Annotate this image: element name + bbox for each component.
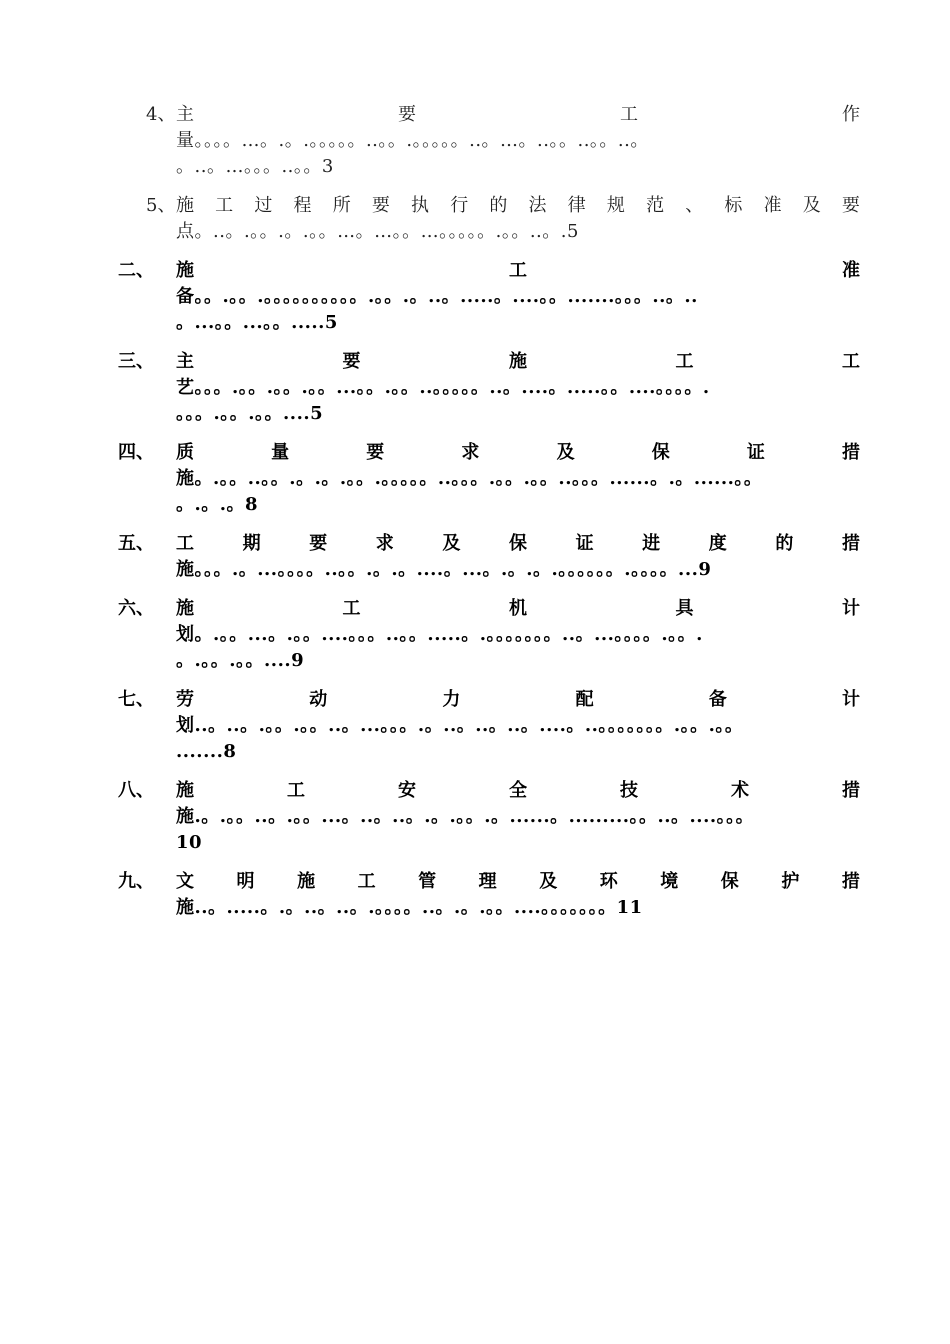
title-char: 所 bbox=[332, 195, 351, 216]
title-char: 质 bbox=[176, 442, 194, 463]
title-char: 管 bbox=[418, 871, 437, 892]
toc-entry-title bbox=[176, 531, 860, 557]
toc-entry-leader: 备。。.。。.。。。。。。。。。。.。。.。..。.....。....。。.......。。。..。.. bbox=[176, 286, 698, 307]
title-char: 范 bbox=[646, 195, 665, 216]
title-char: 文 bbox=[176, 871, 194, 892]
title-char: 力 bbox=[442, 689, 461, 710]
toc-entry-title bbox=[176, 440, 860, 466]
title-char: 进 bbox=[642, 533, 661, 554]
title-char: 配 bbox=[575, 689, 594, 710]
title-char: 保 bbox=[651, 442, 670, 463]
title-char: 安 bbox=[398, 780, 416, 801]
title-char: 保 bbox=[508, 533, 527, 554]
toc-entry-leader: 艺。。。.。。.。。.。。...。。.。。..。。。。。..。....。.....。。....。。。。. bbox=[176, 377, 710, 398]
toc-entry-number: 四、 bbox=[118, 442, 154, 463]
title-char: 机 bbox=[509, 598, 527, 619]
title-char: 工 bbox=[509, 260, 527, 281]
title-char: 环 bbox=[599, 871, 618, 892]
title-char: 理 bbox=[478, 871, 497, 892]
title-char: 动 bbox=[309, 689, 328, 710]
title-char: 技 bbox=[620, 780, 638, 801]
toc-entry-number: 七、 bbox=[118, 689, 154, 710]
title-char: 保 bbox=[720, 871, 739, 892]
title-char: 要 bbox=[366, 442, 385, 463]
toc-entry-number: 5、 bbox=[146, 195, 176, 216]
title-char: 法 bbox=[528, 195, 547, 216]
toc-entry-number: 九、 bbox=[118, 871, 154, 892]
title-char: 程 bbox=[293, 195, 312, 216]
title-char: 措 bbox=[842, 780, 860, 801]
title-char: 工 bbox=[357, 871, 376, 892]
title-char: 境 bbox=[660, 871, 679, 892]
title-char: 要 bbox=[342, 351, 361, 372]
toc-entry-leader: 施..。.....。.。..。..。.。。。。..。.。.。。....。。。。。。。11 bbox=[176, 897, 643, 918]
title-char: 具 bbox=[675, 598, 694, 619]
title-char: 准 bbox=[763, 195, 782, 216]
toc-entry-leader: 施.。.。。..。.。。...。..。..。.。.。。.。......。.........。。..。....。。。 bbox=[176, 806, 755, 827]
title-char: 行 bbox=[450, 195, 469, 216]
title-char: 求 bbox=[461, 442, 480, 463]
toc-entry-title bbox=[176, 349, 860, 375]
title-char: 及 bbox=[802, 195, 821, 216]
title-char: 劳 bbox=[176, 689, 194, 710]
title-char: 的 bbox=[489, 195, 508, 216]
toc-entry-number: 五、 bbox=[118, 533, 154, 554]
title-char: 措 bbox=[841, 442, 860, 463]
title-char: 及 bbox=[556, 442, 575, 463]
toc-entry-leader: 量。。。。…。.。.。。。。。..。。.。。。。。..。…。..。。..。。..。 bbox=[176, 130, 649, 151]
toc-entry-title bbox=[176, 193, 860, 219]
title-char: 及 bbox=[442, 533, 461, 554]
title-char: 证 bbox=[575, 533, 594, 554]
title-char: 要 bbox=[371, 195, 390, 216]
toc-entry-number: 4、 bbox=[146, 104, 176, 125]
toc-entry-page: .......8 bbox=[176, 741, 237, 762]
toc-entry-number: 六、 bbox=[118, 598, 154, 619]
title-char: 的 bbox=[775, 533, 794, 554]
toc-entry-leader: 施。。。.。...。。。。..。。.。.。....。...。.。.。.。。。。。。.。。。。...9 bbox=[176, 559, 712, 580]
title-char: 措 bbox=[841, 533, 860, 554]
title-char: 全 bbox=[509, 780, 527, 801]
title-char: 求 bbox=[375, 533, 394, 554]
title-char: 度 bbox=[708, 533, 727, 554]
title-char: 施 bbox=[176, 780, 194, 801]
title-char: 律 bbox=[567, 195, 586, 216]
title-char: 施 bbox=[176, 598, 194, 619]
title-char: 及 bbox=[539, 871, 558, 892]
toc-entry-title bbox=[176, 596, 860, 622]
toc-entry-page: 。...。。...。。.....5 bbox=[176, 312, 338, 333]
title-char: 过 bbox=[254, 195, 273, 216]
toc-entry-title bbox=[176, 102, 860, 128]
title-char: 期 bbox=[242, 533, 261, 554]
title-char: 明 bbox=[236, 871, 255, 892]
title-char: 施 bbox=[176, 260, 194, 281]
title-char: 护 bbox=[781, 871, 800, 892]
title-char: 工 bbox=[215, 195, 234, 216]
title-char: 计 bbox=[841, 689, 860, 710]
title-char: 作 bbox=[842, 104, 860, 125]
title-char: 工 bbox=[342, 598, 361, 619]
title-char: 执 bbox=[411, 195, 430, 216]
title-char: 要 bbox=[841, 195, 860, 216]
title-char: 工 bbox=[620, 104, 638, 125]
title-char: 计 bbox=[842, 598, 860, 619]
toc-entry-title bbox=[176, 258, 860, 284]
title-char: 主 bbox=[176, 104, 194, 125]
title-char: 施 bbox=[176, 195, 194, 216]
title-char: 措 bbox=[841, 871, 860, 892]
title-char: 工 bbox=[675, 351, 694, 372]
title-char: 工 bbox=[287, 780, 305, 801]
title-char: 量 bbox=[271, 442, 290, 463]
title-char: 、 bbox=[685, 195, 704, 216]
toc-entry-title bbox=[176, 687, 860, 713]
toc-entry-leader: 点。..。.。。.。.。。…。…。。…。。。。。.。。..。.5 bbox=[176, 221, 579, 242]
toc-entry-page: 10 bbox=[176, 832, 203, 853]
title-char: 规 bbox=[606, 195, 625, 216]
title-char: 主 bbox=[176, 351, 194, 372]
title-char: 工 bbox=[176, 533, 194, 554]
toc-entry-page: 。..。…。。。..。。3 bbox=[176, 156, 334, 177]
title-char: 施 bbox=[509, 351, 527, 372]
title-char: 标 bbox=[724, 195, 743, 216]
title-char: 要 bbox=[309, 533, 328, 554]
toc-entry-page: 。.。.。8 bbox=[176, 494, 259, 515]
title-char: 证 bbox=[746, 442, 765, 463]
title-char: 准 bbox=[842, 260, 860, 281]
toc-entry-leader: 划..。..。.。。.。。..。...。。。.。..。..。..。....。..。。。。。。。.。。.。。 bbox=[176, 715, 744, 736]
title-char: 术 bbox=[731, 780, 749, 801]
toc-entry-title bbox=[176, 778, 860, 804]
toc-entry-page: 。。。.。。.。。....5 bbox=[176, 403, 324, 424]
toc-entry-leader: 施。.。。..。。.。.。.。。.。。。。。..。。。.。。.。。..。。。......。.。......。。 bbox=[176, 468, 763, 489]
toc-entry-number: 三、 bbox=[118, 351, 154, 372]
toc-entry-leader: 划。.。。...。.。。....。。。..。。.....。.。。。。。。。..。...。。。。.。。. bbox=[176, 624, 703, 645]
toc-entry-number: 八、 bbox=[118, 780, 154, 801]
toc-entry-page: 。.。。.。。....9 bbox=[176, 650, 305, 671]
toc-entry-number: 二、 bbox=[118, 260, 154, 281]
title-char: 工 bbox=[842, 351, 860, 372]
title-char: 要 bbox=[398, 104, 416, 125]
title-char: 备 bbox=[708, 689, 727, 710]
toc-entry-title bbox=[176, 869, 860, 895]
title-char: 施 bbox=[297, 871, 316, 892]
